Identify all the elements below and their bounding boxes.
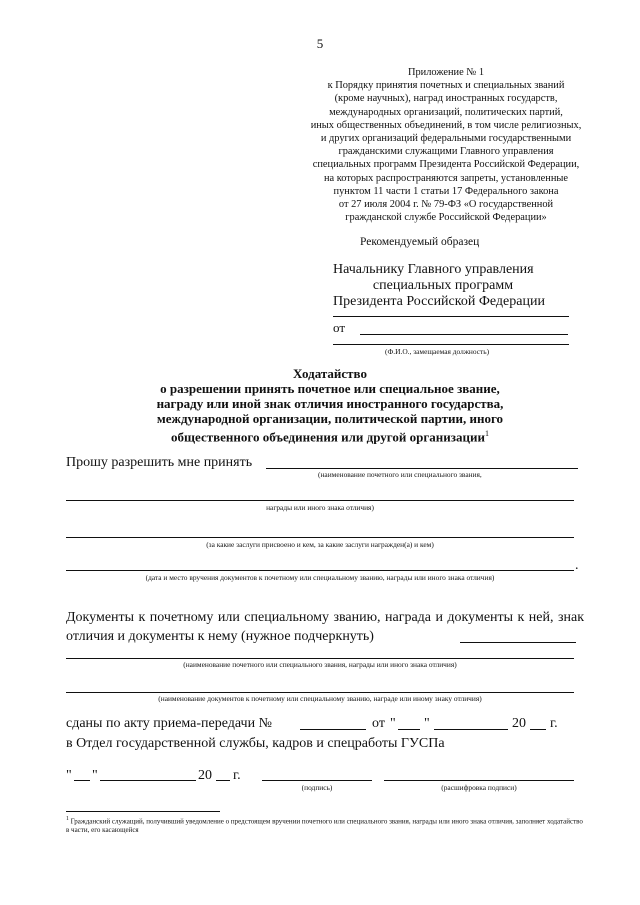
handover-quote-open: ": [390, 716, 396, 731]
signature-year-field[interactable]: [216, 780, 230, 781]
footnote-mark: 1: [66, 816, 69, 822]
handover-quote-close: ": [424, 716, 430, 731]
title-line-1: Ходатайство: [293, 366, 367, 381]
appendix-line: международных организаций, политических партий,: [329, 106, 563, 118]
signature-month-field[interactable]: [100, 780, 196, 781]
appendix-line: и других организаций федеральными государственными: [320, 133, 572, 145]
from-field-line[interactable]: [360, 334, 568, 335]
handover-month-field[interactable]: [434, 729, 508, 730]
addressee-block: [333, 262, 553, 310]
handover-prefix: сданы по акту приема-передачи №: [66, 716, 272, 731]
appendix-line: (кроме научных), наград иностранных государств,: [334, 93, 558, 105]
request-field-line-1[interactable]: [266, 468, 578, 469]
request-caption-1: (наименование почетного или специального звания,: [318, 470, 482, 479]
request-caption-4: (дата и место вручения документов к почетному или специальному званию, награды или иного знака отличия): [145, 573, 495, 582]
appendix-line: на которых распространяются запреты, установленные: [323, 172, 569, 184]
title-line-5: [60, 426, 600, 444]
handover-year-suffix: г.: [550, 716, 558, 731]
handover-day-field[interactable]: [398, 729, 420, 730]
title-footnote-mark: 1: [484, 429, 489, 438]
signature-day-field[interactable]: [74, 780, 90, 781]
from-field-line-2[interactable]: [333, 344, 569, 345]
title-line-5-text: общественного объединения или другой организации: [171, 429, 485, 445]
appendix-line: к Порядку принятия почетных и специальных званий: [327, 80, 565, 92]
recommended-sample-label: Рекомендуемый образец: [360, 236, 480, 248]
handover-year-field[interactable]: [530, 729, 546, 730]
from-label: от: [333, 320, 346, 335]
handover-from: от: [372, 716, 385, 731]
act-number-field[interactable]: [300, 729, 366, 730]
signature-caption: (подпись): [301, 783, 333, 792]
handover-line-2: в Отдел государственной службы, кадров и спецработы ГУСПа: [66, 736, 445, 751]
signature-year-prefix: 20: [198, 768, 212, 783]
addressee-line-3: Президента Российской Федерации: [333, 294, 545, 309]
signature-decode-field[interactable]: [384, 780, 574, 781]
page-number: 5: [316, 36, 324, 51]
appendix-line: специальных программ Президента Российской Федерации,: [312, 159, 580, 171]
appendix-header: [270, 66, 622, 224]
signature-field[interactable]: [262, 780, 372, 781]
appendix-line: Приложение № 1: [407, 67, 485, 78]
footnote-text: Гражданский служащий, получивший уведомление о предстоящем вручении почетного или специального звания, награды или иного знака отличия, заполняет ходатайство в части, его касающейся: [66, 817, 583, 835]
addressee-line-1: Начальнику Главного управления: [333, 262, 534, 277]
documents-field-line-3[interactable]: [66, 692, 574, 693]
documents-field-line-1[interactable]: [460, 642, 576, 643]
request-field-line-2[interactable]: [66, 500, 574, 501]
documents-caption-1: (наименование почетного или специального звания, награды или иного знака отличия): [183, 660, 457, 669]
signature-quote-close: ": [92, 768, 98, 783]
request-caption-3: (за какие заслуги присвоено и кем, за какие заслуги награжден(а) и кем): [206, 540, 434, 549]
signature-year-suffix: г.: [233, 768, 241, 783]
footnote: [66, 815, 586, 835]
signature-decode-caption: (расшифровка подписи): [441, 783, 517, 792]
title-line-4: международной организации, политической партии, иного: [156, 411, 504, 426]
title-line-3: награду или иной знак отличия иностранного государства,: [156, 396, 504, 411]
request-caption-2: награды или иного знака отличия): [266, 503, 374, 512]
appendix-line: гражданской службе Российской Федерации»: [345, 212, 547, 224]
appendix-line: гражданскими служащими Главного управления: [338, 146, 554, 158]
petition-title: [60, 366, 600, 444]
documents-paragraph: Документы к почетному или специальному званию, награда и документы к ней, знак отличия и документы к нему (нужное подчеркнуть): [66, 610, 584, 644]
addressee-line-2: специальных программ: [372, 278, 514, 293]
footnote-separator: [66, 811, 220, 812]
from-caption: (Ф.И.О., замещаемая должность): [385, 347, 490, 356]
addressee-extra-line[interactable]: [333, 316, 569, 317]
request-label: Прошу разрешить мне принять: [66, 455, 253, 470]
appendix-line: от 27 июля 2004 г. № 79-ФЗ «О государственной: [338, 199, 554, 211]
documents-field-line-2[interactable]: [66, 658, 574, 659]
request-field-line-3[interactable]: [66, 537, 574, 538]
appendix-line: пунктом 11 части 1 статьи 17 Федерального закона: [333, 185, 559, 197]
handover-year-prefix: 20: [512, 716, 526, 731]
request-period: .: [575, 558, 579, 573]
title-line-2: о разрешении принять почетное или специальное звание,: [160, 381, 500, 396]
signature-quote-open: ": [66, 768, 72, 783]
request-field-line-4[interactable]: [66, 570, 574, 571]
documents-caption-2: (наименование документов к почетному или специальному званию, награде или иному знаку отличия): [158, 694, 482, 703]
appendix-line: иных общественных объединений, в том числе религиозных,: [310, 119, 582, 131]
